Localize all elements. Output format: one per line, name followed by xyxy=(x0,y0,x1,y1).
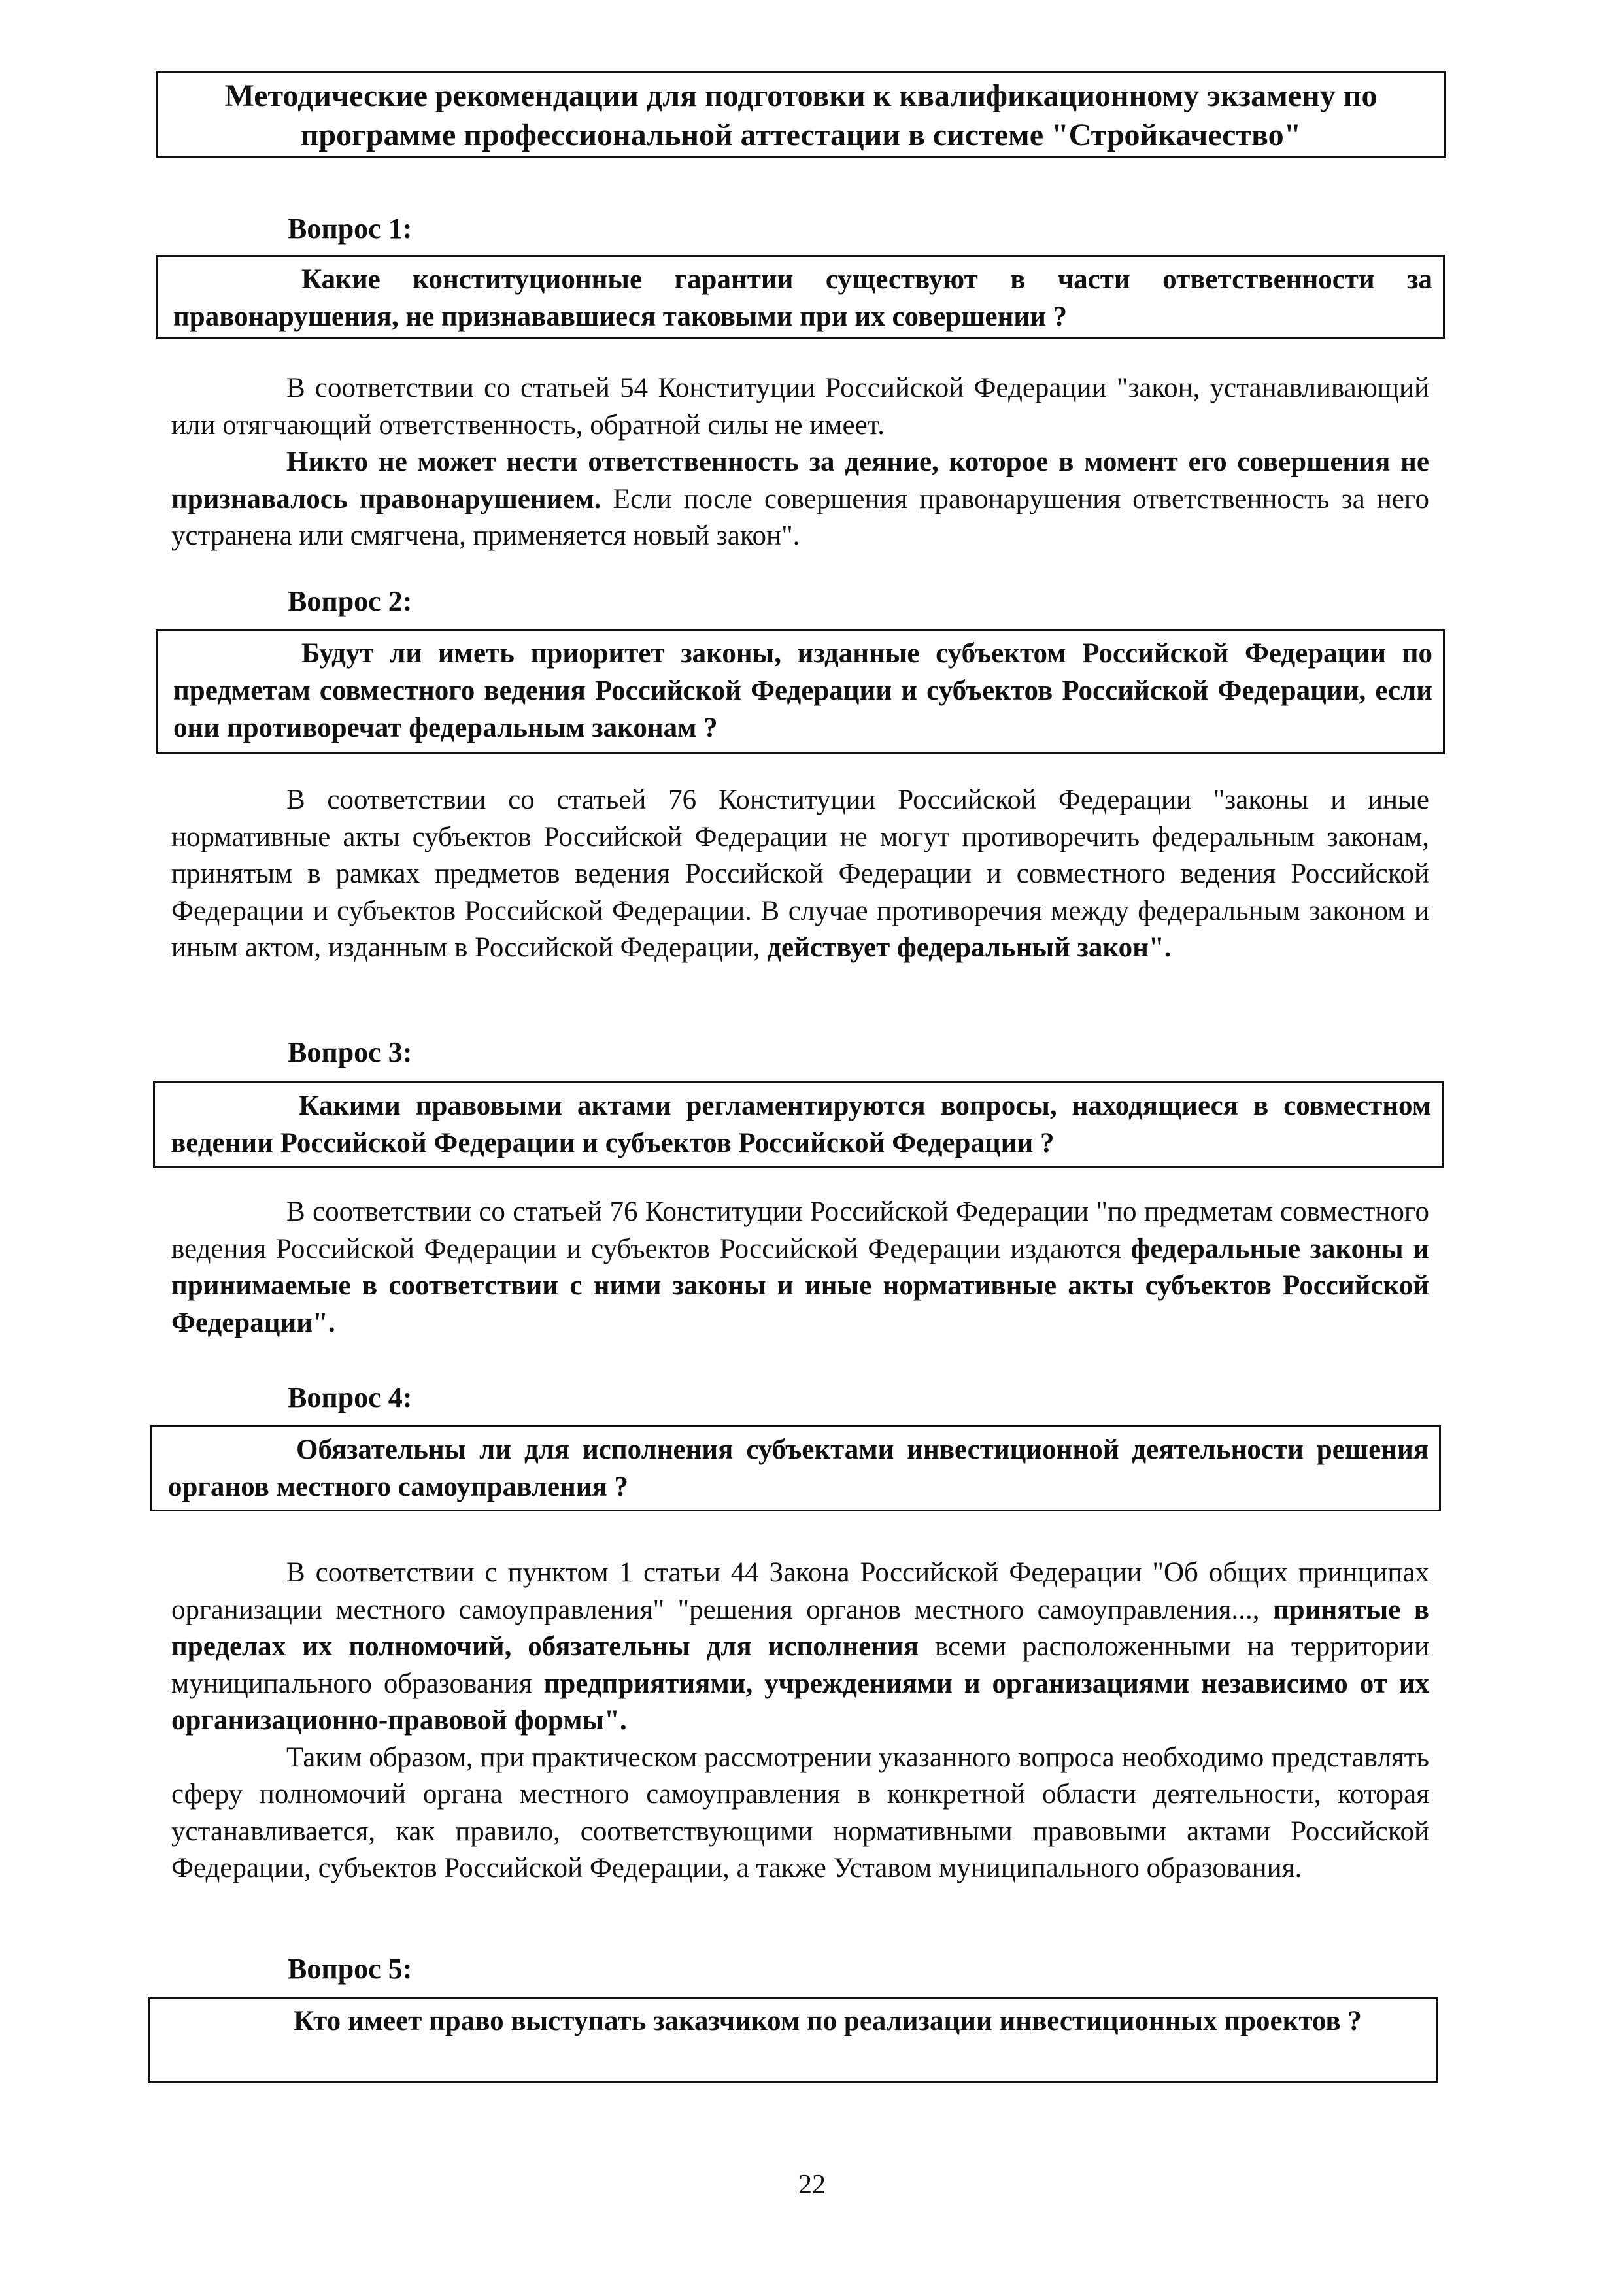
question-4-text: Обязательны ли для исполнения субъектами инвестиционной деятельности решения органов местного самоуправления ? xyxy=(168,1434,1429,1502)
answer-2-paragraph xyxy=(171,782,1429,967)
page-number: 22 xyxy=(798,2170,826,2200)
answer-4-text-a: В соответствии с пунктом 1 статьи 44 Закона Российской Федерации "Об общих принципах организации местного самоуправления" "решения органов местного самоуправления..., xyxy=(171,1557,1429,1625)
question-5-box xyxy=(148,1997,1438,2083)
answer-1-paragraph-1: В соответствии со статьей 54 Конституции Российской Федерации "закон, устанавливающий или отягчающий ответственность, обратной силы не имеет. xyxy=(171,373,1429,441)
answer-2-text: В соответствии со статьей 76 Конституции Российской Федерации "законы и иные нормативные акты субъектов Российской Федерации не могут противоречить федеральным законам, принятым в рамках предметов ведения Российской Федерации и совместного ведения Российской Федерации и субъектов Российской Федерации. В случае противоречия между федеральным законом и иным актом, изданным в Российской Федерации, xyxy=(171,784,1429,963)
answer-3-bold: федеральные законы и принимаемые в соответствии с ними законы и иные нормативные акты субъектов Российской Федерации". xyxy=(171,1233,1429,1338)
answer-1 xyxy=(171,370,1429,555)
answer-3 xyxy=(171,1194,1429,1341)
question-5-text: Кто имеет право выступать заказчиком по реализации инвестиционных проектов ? xyxy=(294,2006,1362,2036)
answer-2 xyxy=(171,782,1429,967)
question-2-label: Вопрос 2: xyxy=(288,585,413,617)
answer-1-bold: Никто не может нести ответственность за деяние, которое в момент его совершения не признавалось правонарушением. xyxy=(171,447,1429,514)
question-2-text: Будут ли иметь приоритет законы, изданные субъектом Российской Федерации по предметам совместного ведения Российской Федерации и субъектов Российской Федерации, если они противоречат федеральным законам ? xyxy=(173,638,1432,743)
question-2-box xyxy=(156,629,1445,754)
document-title-line-1: Методические рекомендации для подготовки к квалификационному экзамену по xyxy=(224,78,1378,113)
answer-4-paragraph-2: Таким образом, при практическом рассмотрении указанного вопроса необходимо представлять сферу полномочий органа местного самоуправления в конкретной области деятельности, которая устанавливается, как правило, соответствующими нормативными правовыми актами Российской Федерации, субъектов Российской Федерации, а также Уставом муниципального образования. xyxy=(171,1742,1429,1883)
answer-1-rest: Если после совершения правонарушения ответственность за него устранена или смягчена, применяется новый закон". xyxy=(171,483,1429,551)
answer-1-paragraph-2 xyxy=(171,444,1429,555)
question-1-box xyxy=(156,255,1445,339)
answer-3-paragraph xyxy=(171,1194,1429,1341)
question-1-text: Какие конституционные гарантии существуют в части ответственности за правонарушения, не признававшиеся таковыми при их совершении ? xyxy=(173,264,1432,332)
document-title-box xyxy=(156,71,1446,158)
question-4-label: Вопрос 4: xyxy=(288,1381,413,1413)
answer-4 xyxy=(171,1555,1429,1887)
answer-4-bold-b: принятые в пределах их полномочий, обязательны для исполнения xyxy=(171,1594,1429,1662)
answer-4-text-c: всеми расположенными на территории муниципального образования xyxy=(171,1631,1430,1699)
answer-2-bold: действует федеральный закон". xyxy=(767,932,1172,963)
question-3-box xyxy=(153,1081,1444,1168)
question-4-box xyxy=(150,1425,1441,1511)
question-5-label: Вопрос 5: xyxy=(288,1953,413,1985)
question-1-label: Вопрос 1: xyxy=(288,212,413,245)
answer-4-paragraph-1 xyxy=(171,1555,1429,1740)
question-3-label: Вопрос 3: xyxy=(288,1036,413,1068)
answer-3-text: В соответствии со статьей 76 Конституции Российской Федерации "по предметам совместного ведения Российской Федерации и субъектов Российской Федерации издаются xyxy=(171,1196,1429,1264)
question-3-text: Какими правовыми актами регламентируются вопросы, находящиеся в совместном ведении Российской Федерации и субъектов Российской Федерации ? xyxy=(171,1090,1431,1158)
answer-4-bold-d: предприятиями, учреждениями и организациями независимо от их организационно-правовой формы". xyxy=(171,1668,1429,1736)
document-title-line-2: программе профессиональной аттестации в системе "Стройкачество" xyxy=(300,118,1302,152)
